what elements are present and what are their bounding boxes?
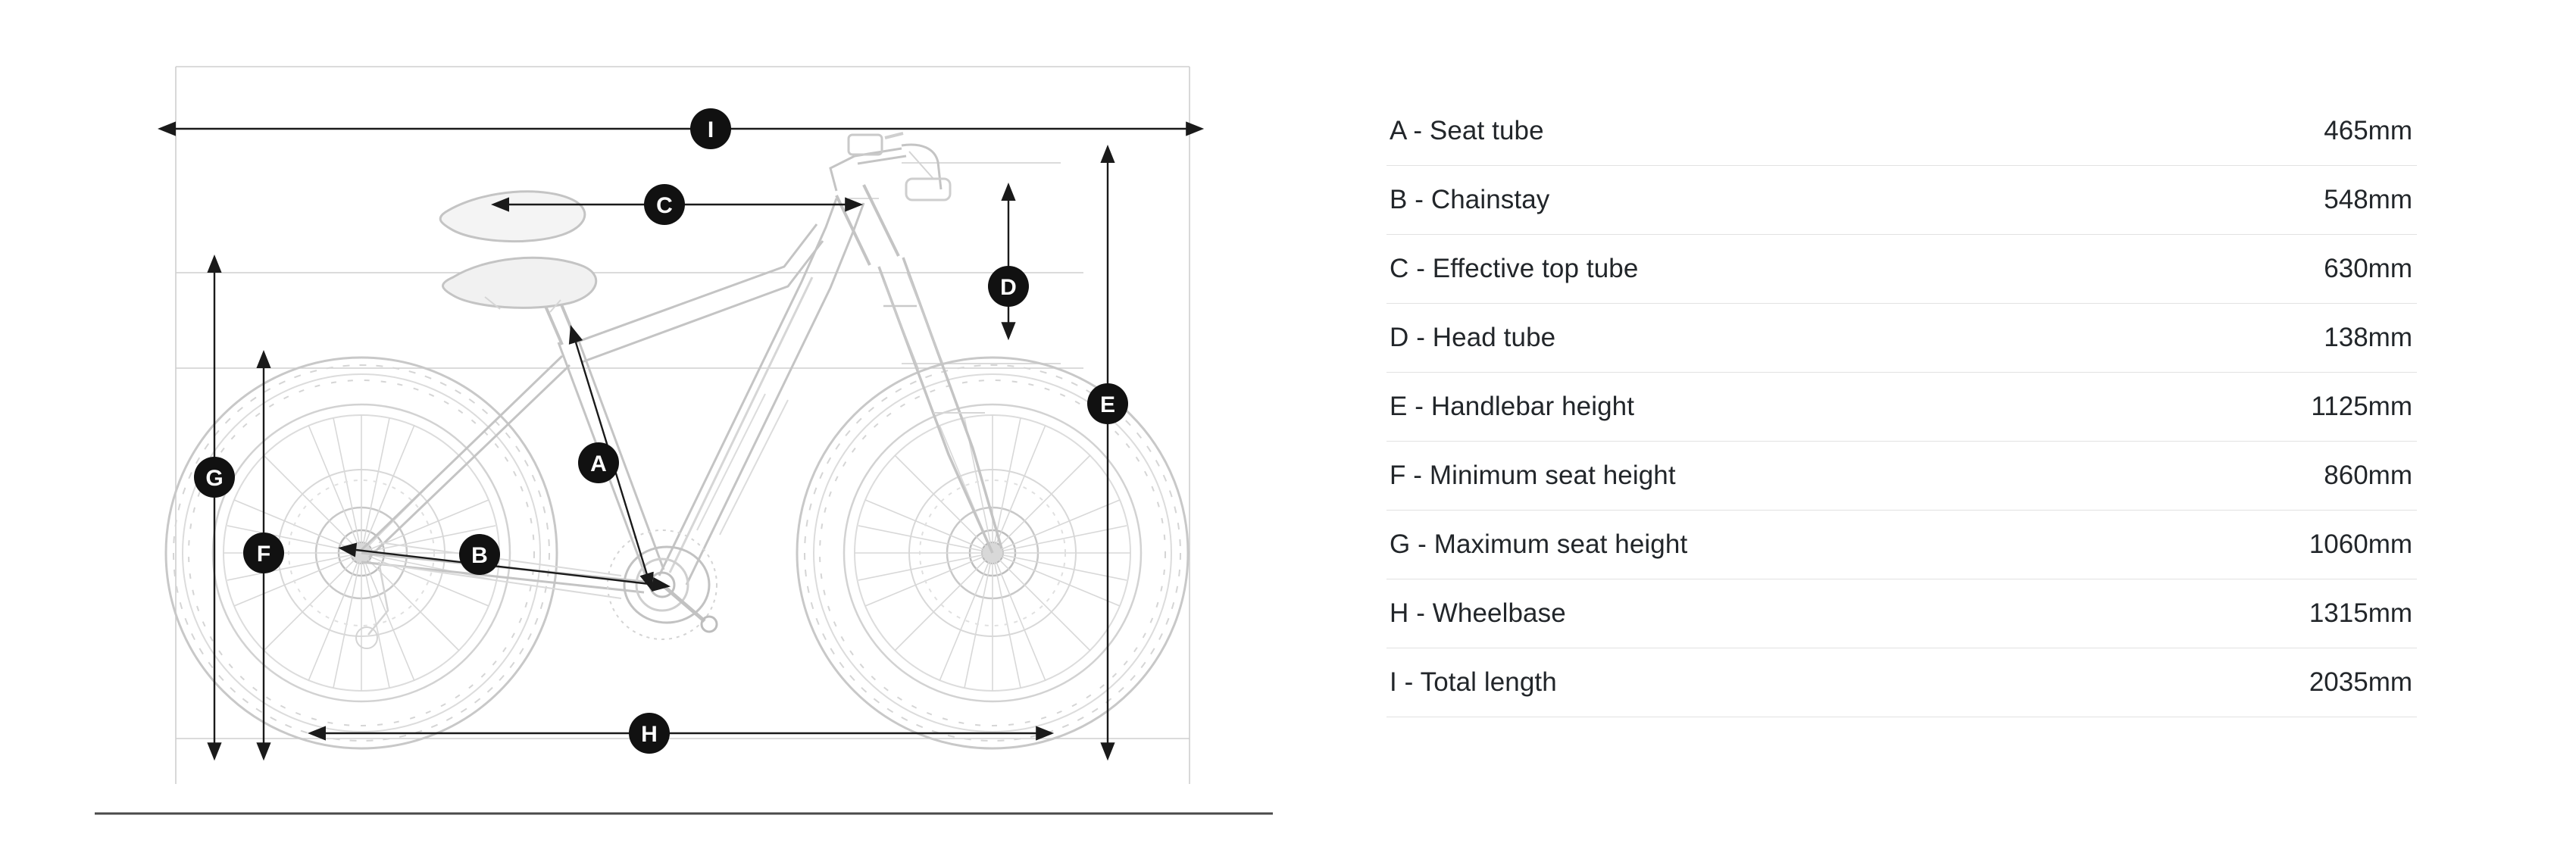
table-row [1386,97,2417,166]
marker-B [459,534,500,575]
table-row [1386,579,2417,648]
svg-text:F: F [256,542,271,567]
spec-value: 548mm [2324,185,2412,214]
spec-value: 2035mm [2309,667,2412,697]
marker-H [629,713,670,754]
table-row [1386,235,2417,304]
spec-label: C - Effective top tube [1390,254,1639,283]
svg-text:B: B [471,543,488,568]
suspension-fork [883,273,943,370]
table-row [1386,304,2417,373]
spec-label: A - Seat tube [1390,116,1544,145]
bike-illustration [166,133,1188,748]
spec-value: 630mm [2324,254,2412,283]
geometry-spec-table [1386,97,2417,717]
spec-label: H - Wheelbase [1390,598,1566,628]
marker-D [988,266,1029,307]
guide-lines [176,67,1190,784]
handlebar [830,133,950,200]
table-row [1386,442,2417,511]
table-row [1386,166,2417,235]
marker-C [644,184,685,225]
spec-value: 860mm [2324,461,2412,490]
svg-text:D: D [1000,275,1017,300]
table-row [1386,511,2417,579]
table-row [1386,648,2417,717]
saddle [440,192,596,312]
svg-text:G: G [205,466,224,491]
measurement-lines [176,129,1190,746]
spec-value: 465mm [2324,116,2412,145]
spec-label: F - Minimum seat height [1390,461,1676,490]
marker-I [690,108,731,149]
svg-text:I: I [707,117,714,142]
spec-value: 1125mm [2311,392,2412,421]
spec-label: B - Chainstay [1390,185,1550,214]
measure-markers [194,108,1128,754]
spec-label: E - Handlebar height [1390,392,1635,421]
marker-A [578,442,619,483]
svg-text:A: A [590,451,607,476]
svg-text:E: E [1099,392,1116,417]
svg-text:H: H [641,722,658,747]
spec-value: 1315mm [2309,598,2412,628]
table-row [1386,373,2417,442]
marker-F [243,533,284,573]
marker-G [194,457,235,498]
spec-label: D - Head tube [1390,323,1556,352]
spec-value: 138mm [2324,323,2412,352]
spec-label: G - Maximum seat height [1390,529,1688,559]
spec-value: 1060mm [2309,529,2412,559]
spec-label: I - Total length [1390,667,1557,697]
bike-frame [356,185,1002,648]
svg-text:C: C [656,193,673,218]
marker-E [1087,383,1128,424]
